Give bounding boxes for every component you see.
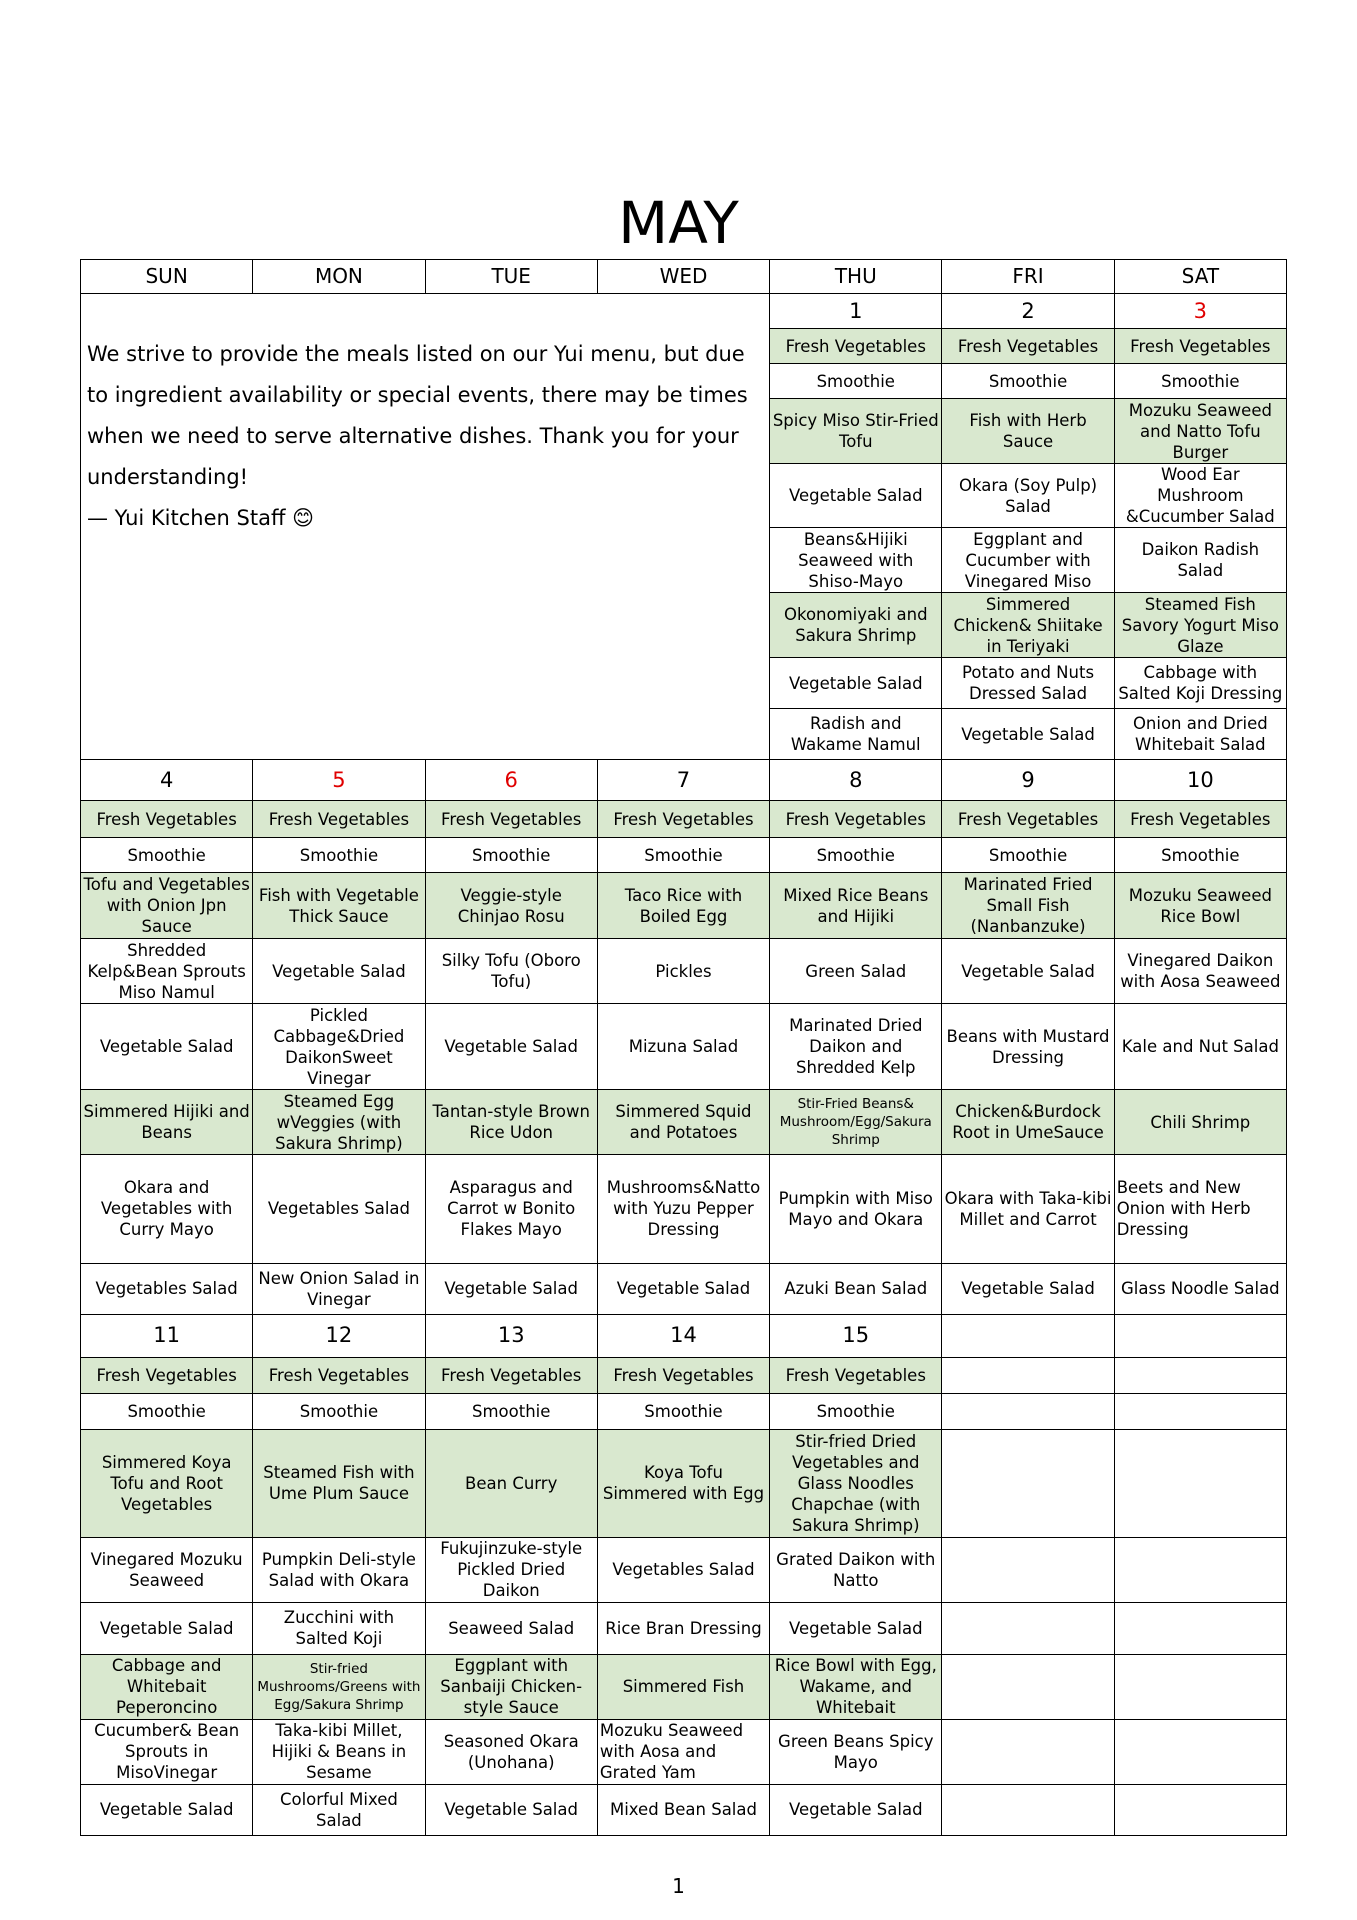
menu-cell: Smoothie xyxy=(597,838,769,873)
menu-row xyxy=(81,801,1287,838)
date-cell: 7 xyxy=(597,760,769,801)
page-title: MAY xyxy=(618,189,739,257)
menu-cell: Vegetable Salad xyxy=(81,1784,253,1835)
menu-cell: Vegetables Salad xyxy=(253,1155,425,1263)
page-number: 1 xyxy=(672,1874,685,1898)
menu-cell: Green Salad xyxy=(770,939,942,1004)
date-cell: 13 xyxy=(425,1314,597,1357)
empty-cell xyxy=(942,1602,1114,1654)
day-header: FRI xyxy=(942,260,1114,294)
date-cell: 2 xyxy=(942,294,1114,329)
menu-cell: Smoothie xyxy=(942,838,1114,873)
date-row xyxy=(81,760,1287,801)
menu-cell: Smoothie xyxy=(770,1393,942,1429)
menu-cell: Okara and Vegetables with Curry Mayo xyxy=(81,1155,253,1263)
date-cell: 14 xyxy=(597,1314,769,1357)
empty-cell xyxy=(1114,1537,1286,1602)
date-cell: 4 xyxy=(81,760,253,801)
menu-cell: Smoothie xyxy=(253,838,425,873)
menu-cell: Vegetable Salad xyxy=(81,1004,253,1090)
menu-cell: Fresh Vegetables xyxy=(81,801,253,838)
empty-cell xyxy=(942,1429,1114,1537)
menu-cell: Fish with Vegetable Thick Sauce xyxy=(253,873,425,939)
menu-row xyxy=(81,1357,1287,1393)
menu-cell: Simmered Koya Tofu and Root Vegetables xyxy=(81,1429,253,1537)
menu-row xyxy=(81,1537,1287,1602)
menu-cell: Steamed Fish Savory Yogurt Miso Glaze xyxy=(1114,593,1286,658)
menu-cell: Mozuku Seaweed and Natto Tofu Burger xyxy=(1114,399,1286,464)
menu-cell: Fish with Herb Sauce xyxy=(942,399,1114,464)
menu-cell: Stir-fried Mushrooms/Greens with Egg/Sakura Shrimp xyxy=(253,1654,425,1719)
menu-cell: Shredded Kelp&Bean Sprouts Miso Namul xyxy=(81,939,253,1004)
menu-cell: Smoothie xyxy=(597,1393,769,1429)
menu-cell: Vegetables Salad xyxy=(81,1263,253,1314)
menu-cell: Vinegared Mozuku Seaweed xyxy=(81,1537,253,1602)
menu-cell: Smoothie xyxy=(1114,364,1286,399)
date-cell: 8 xyxy=(770,760,942,801)
empty-cell xyxy=(1114,1429,1286,1537)
empty-cell xyxy=(1114,1357,1286,1393)
menu-row xyxy=(81,1393,1287,1429)
menu-cell: Vegetable Salad xyxy=(770,1784,942,1835)
date-cell-holiday: 5 xyxy=(253,760,425,801)
menu-cell: Vinegared Daikon with Aosa Seaweed xyxy=(1114,939,1286,1004)
menu-cell: Stir-Fried Beans& Mushroom/Egg/Sakura Shrimp xyxy=(770,1090,942,1155)
menu-cell: Pickles xyxy=(597,939,769,1004)
menu-cell: Fresh Vegetables xyxy=(1114,801,1286,838)
menu-cell: Chili Shrimp xyxy=(1114,1090,1286,1155)
menu-cell: Fresh Vegetables xyxy=(770,329,942,364)
menu-cell: Smoothie xyxy=(425,838,597,873)
day-header: THU xyxy=(770,260,942,294)
menu-cell: Mushrooms&Natto with Yuzu Pepper Dressing xyxy=(597,1155,769,1263)
menu-cell: Glass Noodle Salad xyxy=(1114,1263,1286,1314)
empty-cell xyxy=(1114,1784,1286,1835)
menu-row xyxy=(81,1784,1287,1835)
menu-cell: Vegetable Salad xyxy=(770,464,942,528)
menu-cell: Vegetable Salad xyxy=(942,709,1114,760)
menu-cell: Taco Rice with Boiled Egg xyxy=(597,873,769,939)
empty-cell xyxy=(942,1654,1114,1719)
menu-cell: Koya Tofu Simmered with Egg xyxy=(597,1429,769,1537)
menu-cell: Vegetable Salad xyxy=(81,1602,253,1654)
menu-row xyxy=(81,1090,1287,1155)
menu-row xyxy=(81,939,1287,1004)
empty-cell xyxy=(942,1537,1114,1602)
menu-cell: Mozuku Seaweed with Aosa and Grated Yam xyxy=(597,1719,769,1784)
menu-cell: Vegetable Salad xyxy=(425,1263,597,1314)
menu-cell: Colorful Mixed Salad xyxy=(253,1784,425,1835)
menu-cell: Smoothie xyxy=(1114,838,1286,873)
menu-cell: Fresh Vegetables xyxy=(81,1357,253,1393)
menu-cell: Seaweed Salad xyxy=(425,1602,597,1654)
day-header: WED xyxy=(597,260,769,294)
date-cell: 9 xyxy=(942,760,1114,801)
menu-cell: Vegetable Salad xyxy=(425,1784,597,1835)
menu-cell: Mozuku Seaweed Rice Bowl xyxy=(1114,873,1286,939)
day-header: SUN xyxy=(81,260,253,294)
menu-row xyxy=(81,1155,1287,1263)
menu-cell: Veggie-style Chinjao Rosu xyxy=(425,873,597,939)
menu-cell: Cabbage and Whitebait Peperoncino xyxy=(81,1654,253,1719)
menu-cell: Simmered Fish xyxy=(597,1654,769,1719)
menu-cell: Chicken&Burdock Root in UmeSauce xyxy=(942,1090,1114,1155)
day-header: MON xyxy=(253,260,425,294)
menu-cell: New Onion Salad in Vinegar xyxy=(253,1263,425,1314)
menu-cell: Rice Bowl with Egg, Wakame, and Whitebait xyxy=(770,1654,942,1719)
menu-row xyxy=(81,1263,1287,1314)
menu-cell: Fresh Vegetables xyxy=(770,1357,942,1393)
day-header: TUE xyxy=(425,260,597,294)
menu-cell: Mixed Rice Beans and Hijiki xyxy=(770,873,942,939)
menu-cell: Mixed Bean Salad xyxy=(597,1784,769,1835)
menu-cell: Azuki Bean Salad xyxy=(770,1263,942,1314)
menu-row xyxy=(81,838,1287,873)
menu-cell: Vegetable Salad xyxy=(425,1004,597,1090)
menu-cell: Asparagus and Carrot w Bonito Flakes Mayo xyxy=(425,1155,597,1263)
menu-cell: Vegetable Salad xyxy=(770,658,942,709)
menu-row xyxy=(81,1719,1287,1784)
date-cell: 1 xyxy=(770,294,942,329)
menu-cell: Stir-fried Dried Vegetables and Glass Noodles Chapchae (with Sakura Shrimp) xyxy=(770,1429,942,1537)
menu-calendar xyxy=(80,259,1287,1836)
menu-cell: Marinated Fried Small Fish (Nanbanzuke) xyxy=(942,873,1114,939)
empty-cell xyxy=(942,1393,1114,1429)
menu-cell: Vegetable Salad xyxy=(942,939,1114,1004)
menu-cell: Pickled Cabbage&Dried DaikonSweet Vinegar xyxy=(253,1004,425,1090)
menu-cell: Smoothie xyxy=(770,364,942,399)
menu-cell: Seasoned Okara (Unohana) xyxy=(425,1719,597,1784)
empty-cell xyxy=(1114,1393,1286,1429)
menu-cell: Fresh Vegetables xyxy=(597,1357,769,1393)
notice-signature: — Yui Kitchen Staff 😊 xyxy=(87,506,314,531)
menu-cell: Fresh Vegetables xyxy=(425,801,597,838)
date-cell: 10 xyxy=(1114,760,1286,801)
day-header: SAT xyxy=(1114,260,1286,294)
empty-cell xyxy=(1114,1602,1286,1654)
menu-cell: Silky Tofu (Oboro Tofu) xyxy=(425,939,597,1004)
menu-cell: Pumpkin Deli-style Salad with Okara xyxy=(253,1537,425,1602)
menu-cell: Bean Curry xyxy=(425,1429,597,1537)
menu-cell: Wood Ear Mushroom &Cucumber Salad xyxy=(1114,464,1286,528)
menu-cell: Vegetable Salad xyxy=(770,1602,942,1654)
menu-cell: Rice Bran Dressing xyxy=(597,1602,769,1654)
menu-cell: Radish and Wakame Namul xyxy=(770,709,942,760)
menu-cell: Vegetables Salad xyxy=(597,1537,769,1602)
date-cell: 11 xyxy=(81,1314,253,1357)
menu-cell: Onion and Dried Whitebait Salad xyxy=(1114,709,1286,760)
date-cell: 12 xyxy=(253,1314,425,1357)
date-row xyxy=(81,294,1287,329)
menu-row xyxy=(81,1429,1287,1537)
menu-cell: Okara with Taka-kibi Millet and Carrot xyxy=(942,1155,1114,1263)
menu-cell: Simmered Squid and Potatoes xyxy=(597,1090,769,1155)
menu-cell: Steamed Fish with Ume Plum Sauce xyxy=(253,1429,425,1537)
menu-cell: Fresh Vegetables xyxy=(942,329,1114,364)
menu-cell: Smoothie xyxy=(425,1393,597,1429)
menu-cell: Tofu and Vegetables with Onion Jpn Sauce xyxy=(81,873,253,939)
empty-cell xyxy=(1114,1314,1286,1357)
menu-cell: Eggplant with Sanbaiji Chicken-style Sauce xyxy=(425,1654,597,1719)
menu-cell: Mizuna Salad xyxy=(597,1004,769,1090)
menu-cell: Fukujinzuke-style Pickled Dried Daikon xyxy=(425,1537,597,1602)
menu-cell: Fresh Vegetables xyxy=(253,801,425,838)
date-cell-holiday: 3 xyxy=(1114,294,1286,329)
menu-cell: Beans&Hijiki Seaweed with Shiso-Mayo xyxy=(770,528,942,593)
notice-box xyxy=(81,294,770,760)
notice-message: We strive to provide the meals listed on our Yui menu, but due to ingredient availability or special events, there may be times when we need to serve alternative dishes. Thank you for your understanding! xyxy=(87,342,748,490)
menu-cell: Pumpkin with Miso Mayo and Okara xyxy=(770,1155,942,1263)
menu-row xyxy=(81,873,1287,939)
menu-cell: Fresh Vegetables xyxy=(597,801,769,838)
menu-cell: Steamed Egg wVeggies (with Sakura Shrimp) xyxy=(253,1090,425,1155)
menu-cell: Spicy Miso Stir-Fried Tofu xyxy=(770,399,942,464)
menu-cell: Cucumber& Bean Sprouts in MisoVinegar xyxy=(81,1719,253,1784)
empty-cell xyxy=(942,1314,1114,1357)
menu-cell: Fresh Vegetables xyxy=(942,801,1114,838)
date-cell-holiday: 6 xyxy=(425,760,597,801)
date-cell: 15 xyxy=(770,1314,942,1357)
menu-row xyxy=(81,1654,1287,1719)
menu-cell: Vegetable Salad xyxy=(253,939,425,1004)
menu-cell: Simmered Hijiki and Beans xyxy=(81,1090,253,1155)
menu-row xyxy=(81,1602,1287,1654)
menu-cell: Tantan-style Brown Rice Udon xyxy=(425,1090,597,1155)
menu-row xyxy=(81,1004,1287,1090)
empty-cell xyxy=(1114,1654,1286,1719)
menu-cell: Smoothie xyxy=(81,838,253,873)
menu-cell: Marinated Dried Daikon and Shredded Kelp xyxy=(770,1004,942,1090)
empty-cell xyxy=(942,1784,1114,1835)
menu-cell: Okonomiyaki and Sakura Shrimp xyxy=(770,593,942,658)
menu-cell: Fresh Vegetables xyxy=(253,1357,425,1393)
menu-cell: Vegetable Salad xyxy=(597,1263,769,1314)
menu-cell: Zucchini with Salted Koji xyxy=(253,1602,425,1654)
menu-cell: Grated Daikon with Natto xyxy=(770,1537,942,1602)
menu-cell: Simmered Chicken& Shiitake in Teriyaki xyxy=(942,593,1114,658)
menu-cell: Smoothie xyxy=(253,1393,425,1429)
menu-cell: Eggplant and Cucumber with Vinegared Miso xyxy=(942,528,1114,593)
menu-cell: Fresh Vegetables xyxy=(425,1357,597,1393)
menu-cell: Smoothie xyxy=(770,838,942,873)
menu-cell: Beets and New Onion with Herb Dressing xyxy=(1114,1155,1286,1263)
menu-cell: Fresh Vegetables xyxy=(1114,329,1286,364)
empty-cell xyxy=(942,1357,1114,1393)
menu-cell: Kale and Nut Salad xyxy=(1114,1004,1286,1090)
weekday-header-row xyxy=(81,260,1287,294)
menu-cell: Vegetable Salad xyxy=(942,1263,1114,1314)
menu-cell: Beans with Mustard Dressing xyxy=(942,1004,1114,1090)
menu-cell: Green Beans Spicy Mayo xyxy=(770,1719,942,1784)
menu-cell: Fresh Vegetables xyxy=(770,801,942,838)
menu-cell: Taka-kibi Millet, Hijiki & Beans in Sesame xyxy=(253,1719,425,1784)
menu-cell: Smoothie xyxy=(81,1393,253,1429)
date-row xyxy=(81,1314,1287,1357)
menu-cell: Daikon Radish Salad xyxy=(1114,528,1286,593)
menu-cell: Potato and Nuts Dressed Salad xyxy=(942,658,1114,709)
empty-cell xyxy=(942,1719,1114,1784)
menu-cell: Cabbage with Salted Koji Dressing xyxy=(1114,658,1286,709)
empty-cell xyxy=(1114,1719,1286,1784)
menu-cell: Okara (Soy Pulp) Salad xyxy=(942,464,1114,528)
menu-cell: Smoothie xyxy=(942,364,1114,399)
